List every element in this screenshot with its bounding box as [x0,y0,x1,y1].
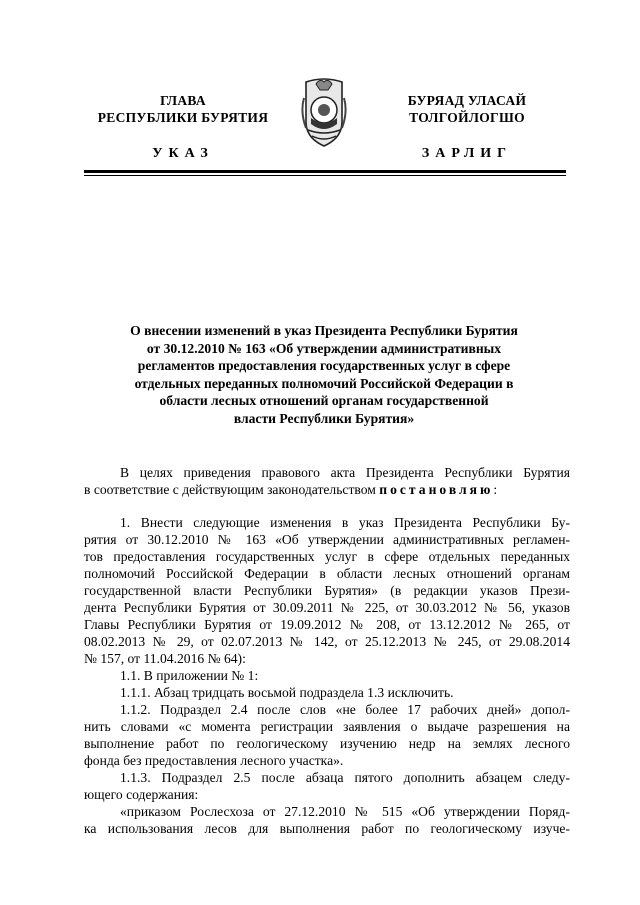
body-line: 1.1. В приложении № 1: [120,668,259,683]
header-left-kind: УКАЗ [152,146,214,161]
preamble-decree-word: постановляю [379,482,494,497]
title-line: регламентов предоставления государственных услуг в сфере [137,358,511,374]
body-line: рятия от 30.12.2010 № 163 «Об утверждении административных регламен- [84,532,570,547]
preamble-colon: : [493,482,498,497]
preamble-text: в соответствие с действующим законодательством [84,482,380,497]
header-rule-thick [84,170,566,173]
body-line: 1.1.1. Абзац тридцать восьмой подраздела 1.3 исключить. [120,685,454,700]
body-line: 1. Внести следующие изменения в указ Президента Республики Бу- [120,515,570,530]
title-line: О внесении изменений в указ Президента Республики Бурятия [130,323,518,338]
body-line: ка использования лесов для выполнения работ по геологическому изуче- [84,821,570,836]
body-line: 1.1.2. Подраздел 2.4 после слов «не более 17 рабочих дней» допол- [120,702,570,717]
header-right-line2: ТОЛГОЙЛОГШО [409,110,525,125]
title-line: отдельных переданных полномочий Российской Федерации в [134,375,514,391]
body-line: полномочий Российской Федерации в области лесных отношений органам [84,566,570,581]
title-line: власти Республики Бурятия» [233,410,415,426]
coat-of-arms-icon [298,78,350,148]
body-line: нить словами «с момента регистрации заявления о выдаче разрешения на [84,719,570,734]
title-line: от 30.12.2010 № 163 «Об утверждении административных [146,340,502,356]
body-line: фонда без предоставления лесного участка». [84,753,344,768]
preamble-line [84,482,570,498]
title-line: области лесных отношений органам государственной [159,393,489,409]
header-right-kind: ЗАРЛИГ [421,146,513,161]
header-left-org [88,92,278,126]
header-left-line2: РЕСПУБЛИКИ БУРЯТИЯ [97,110,269,125]
header-rule-thin [84,175,566,176]
header-left-line1: ГЛАВА [160,93,206,108]
body-line: ющего содержания: [84,787,199,802]
body-line: дента Республики Бурятия от 30.09.2011 № 225, от 30.03.2012 № 56, указов [84,600,570,615]
body-line: выполнение работ по геологическому изучению недр на землях лесного [84,736,570,751]
body-line: «приказом Рослесхоза от 27.12.2010 № 515 «Об утверждении Поряд- [120,804,570,819]
preamble-line: В целях приведения правового акта Президента Республики Бурятия [120,465,570,480]
body-line: Главы Республики Бурятия от 19.09.2012 № 208, от 13.12.2012 № 265, от [84,617,570,632]
body-line: 08.02.2013 № 29, от 02.07.2013 № 142, от 25.12.2013 № 245, от 29.08.2014 [84,634,570,649]
body-line: 1.1.3. Подраздел 2.5 после абзаца пятого дополнить абзацем следу- [120,770,570,785]
body-line: тов предоставления государственных услуг в сфере отдельных переданных [84,549,570,564]
document-title [100,322,548,428]
header-right-org [372,92,562,126]
body-line: государственной власти Республики Бурятия» (в редакции указов Прези- [84,583,570,598]
body-line: № 157, от 11.04.2016 № 64): [84,651,246,666]
header-right-line1: БУРЯАД УЛАСАЙ [407,93,527,108]
